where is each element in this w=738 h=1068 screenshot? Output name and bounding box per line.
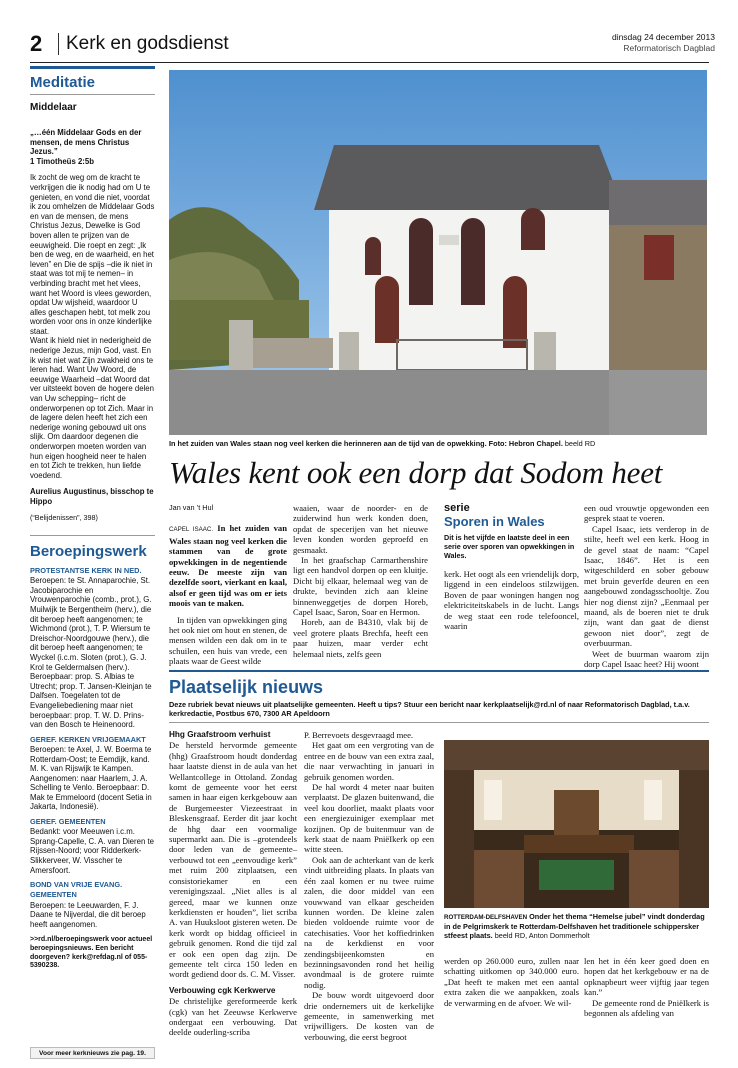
beroeping-group	[30, 880, 155, 929]
main-photo-caption	[169, 439, 709, 448]
meditatie-rule	[30, 94, 155, 95]
meditatie-quote: „…één Middelaar Gods en der mensen, de mens Christus Jezus.”	[30, 128, 142, 157]
beroeping-category: PROTESTANTSE KERK IN NED.	[30, 566, 142, 575]
lokaal-item1-body: De hersteld hervormde gemeente (hhg) Graafstroom houdt donderdag haar laatste dienst in de aula van het Wellantcollege in Ottoland. Zondag komt de gemeente voor het eerst samen in haar eigen kerkgebouw aan de Burgemeester Viezeestraat in Bleskensgraaf. Eerder dit jaar kocht de hhg daar een voormalige supermarkt aan. Die is –grotendeels door leden van de gemeente– verbouwd tot een „eenvoudige kerk” met ruim 200 zitplaatsen, een consistoriekamer en een verenigingszaal. „Niet alles is al gereed, maar we kunnen onze kerkdiensten er houden”, liet scriba A. van Huuksloot gisteren weten. De kerk wordt op biddag officieel in gebruik genomen. Rond die tijd zal er ook een open dag zijn. De gemeente telt circa 150 leden en wordt gediend door ds. C. M. Visser.	[169, 740, 297, 980]
chapel-photo	[169, 70, 707, 435]
lokaal-item2-body: De christelijke gereformeerde kerk (cgk) van het Zeeuwse Kerkwerve ondergaat een verbouwing. Dat deelde ouderling-scriba	[169, 996, 297, 1038]
header-dateline	[612, 32, 715, 54]
meditatie-body-2: Want ik hield niet in nederigheid de nederige Jezus, mijn God, vast. En ik wist niet wat Zijn zwakheid ons te leren had. Want Uw Woord, de eeuwige Waarheid –dat Woord dat ver uitsteekt boven de hogere delen van Uw schepping– richt de onderworpenen op tot Zich. Maar in de lagere delen heeft het zich een nederige woning gebouwd uit ons slijk. Om daardoor degenen die onderworpen moeten worden van hun eigen hoogheid neer te halen en tot Zich te trekken, hun liefde voedend.	[30, 336, 154, 480]
meditatie-quote-ref: 1 Timotheüs 2:5b	[30, 156, 94, 166]
beroeping-text: Bedankt: voor Meeuwen i.c.m. Sprang-Capelle, C. A. van Dieren te Rijssen-Noord; voor Ridderkerk-Slikkerveer, W. Visscher te Amersfoort.	[30, 827, 154, 875]
beroeping-category: GEREF. KERKEN VRIJGEMAAKT	[30, 734, 146, 744]
article-byline: Jan van ’t Hul	[169, 503, 214, 512]
article-col4-a: een oud vrouwtje opgewonden een gesprek staat te voeren.	[584, 503, 709, 524]
lokaal-item1-head: Hhg Graafstroom verhuist	[169, 730, 271, 739]
page-number: 2	[30, 31, 43, 56]
beroepingswerk-section-title: Beroepingswerk	[30, 543, 147, 560]
church-interior-photo	[444, 740, 709, 908]
more-news-box: Voor meer kerknieuws zie pag. 19.	[30, 1047, 155, 1059]
lokaal-intro: Deze rubriek bevat nieuws uit plaatselijke gemeenten. Heeft u tips? Stuur een bericht naar kerkplaatselijk@rd.nl of naar Reformatorisch Dagblad, t.a.v. kerkredactie, Postbus 670, 7300 AR Apeldoorn	[169, 700, 690, 718]
serie-box	[444, 502, 579, 560]
interior-photo-caption-place: ROTTERDAM-DELFSHAVEN	[444, 914, 528, 921]
beroeping-category: GEREF. GEMEENTEN	[30, 817, 106, 827]
beroeping-group	[30, 566, 155, 730]
issue-date: dinsdag 24 december 2013	[611, 32, 715, 42]
lokaal-col4-b: De gemeente rond de PniëIkerk is begonnen als afdeling van	[584, 997, 709, 1019]
meditatie-body: Ik zocht de weg om de kracht te verkrijgen die ik nodig had om U te genieten, en vond die niet, voordat ik zou omhelzen de Middelaar Gods en van de mensen, de mens Christus Jezus, Dewelke is God boven allen te prijzen van de eeuwigheid. Die roept en zegt: „Ik ben de weg, en de waarheid, en het leven” en Die de spijs –die ik niet in staat was tot mij te nemen– in verbinding bracht met het vlees, want het Woord is vlees geworden, opdat Uw wijsheid, waardoor U alles geschapen hebt, tot melk zou worden voor ons in onze kinderlijke staat.	[30, 173, 155, 336]
article-dateline: CAPEL ISAAC.	[169, 526, 214, 534]
meditatie-author: Aurelius Augustinus, bisschop te Hippo	[30, 487, 154, 506]
beroeping-text: Beroepen: te Leeuwarden, F. J. Daane te Nijverdal, die dit beroep heeft aangenomen.	[30, 900, 146, 929]
lokaal-item2-head: Verbouwing cgk Kerkwerve	[169, 985, 276, 995]
beroeping-text: Beroepen: te St. Annaparochie, St. Jacobiparochie en Vrouwenparochie (comb., prot.), G. Muilwijk te Bergentheim (herv.), die dit beroep heeft aangenomen; te Wichmond (prot.), T. P. Wiersum te Dreischor-Noordgouwe (herv.), die dit beroep heeft aangenomen; te Wyckel (i.c.m. Sloten (prot.), G. J. Krol te Geldermalsen (herv.). Beroepbaar: prop. S. Albias te Utrecht; prop. T. Jansen-Kleinjan te Dalfsen. Toegelaten tot de Evangeliebediening maar niet beroepbaar: prop. T. W. D. Prins-van den Bosch te Heinenoord.	[30, 576, 152, 730]
beroeping-group	[30, 817, 155, 875]
lokaal-title: Plaatselijk nieuws	[169, 677, 324, 697]
interior-photo-credit: beeld RD, Anton Dommerholt	[494, 931, 590, 940]
article-lead: In het zuiden van Wales staan nog veel kerken die stammen van de grote opwekkingen in de negentiende eeuw. De meeste zijn van dezelfde soort, vierkant en kaal, alsof er geen tijd was om er iets moois van te maken.	[169, 523, 287, 609]
article-col2-a: waaien, waar de noorder- en de zuiderwind hun werk konden doen, opdat de specerijen van het nieuwe leven konden worden geproefd en gesmaakt.	[293, 503, 428, 555]
meditatie-bar	[30, 66, 155, 69]
beroeping-category: BOND VAN VRIJE EVANG. GEMEENTEN	[30, 880, 123, 900]
article-headline: Wales kent ook een dorp dat Sodom heet	[169, 455, 663, 490]
beroeping-submit-note: >>rd.nl/beroepingswerk voor actueel beroepingsnieuws. Een bericht doorgeven? kerk@refdag.nl of 055-5390238.	[30, 936, 153, 970]
paper-name: Reformatorisch Dagblad	[623, 43, 715, 53]
header-divider	[58, 33, 59, 55]
header-rule	[30, 62, 709, 63]
interior-photo-caption-text: Onder het thema “Hemelse jubel” vindt donderdag in de Pelgrimskerk te Rotterdam-Delfshaven het traditionele schippersker stfeest plaats.	[444, 912, 705, 940]
article-col1: In tijden van opwekkingen ging het ook niet om hout en stenen, de mensen wilden een dak om in te schuilen, een huis van vrede, een plaats waar de Geest wilde	[169, 614, 287, 667]
lokaal-col2-e: De bouw wordt uitgevoerd door drie ondernemers uit de kerkelijke gemeente, in samenwerking met vrijwilligers. De kosten van de verbouwing, die eerst begroot	[304, 990, 434, 1042]
meditatie-title: Middelaar	[30, 102, 77, 113]
serie-name: Sporen in Wales	[444, 514, 545, 529]
article-col3: kerk. Het oogt als een vriendelijk dorp, liggend in een eindeloos stilzwijgen. Boven de paar woningen hangen nog elektriciteitskabels in de lucht. Langs de weg staat een rode telefooncel, waarin	[444, 569, 579, 632]
lokaal-col2-c: De hal wordt 4 meter naar buiten verplaatst. De glazen buitenwand, die veel kou doorliet, maakt plaats voor een energiezuiniger exemplaar met kozijnen. Op de buitenmuur van de kerk staat de naam PniëIkerk op een witte steen.	[304, 782, 434, 855]
lokaal-rule	[169, 670, 709, 672]
lokaal-col2-b: Het gaat om een vergroting van de entree en de bouw van een extra zaal, die naar verwachting in januari in gebruik genomen worden.	[304, 740, 434, 782]
article-col4-b: Capel Isaac, iets verderop in de stilte, heeft wel een kerk. Hoog in de gevel staat de naam: “Capel Isaac, 1846”. Het is een witgeschilderd en sober gebouw met bruin geverfde deuren en een aangebouwd zondagsschooltje. Zou hier nog dienst zijn? „Eenmaal per maand, als de boeren niet te druk zijn, want dan gaat de dienst gewoon niet door”, zegt de overbuurman.	[584, 523, 709, 649]
serie-text: Dit is het vijfde en laatste deel in een serie over sporen van opwekkingen in Wales.	[444, 533, 575, 560]
beroeping-group	[30, 735, 155, 812]
meditatie-section-title: Meditatie	[30, 74, 96, 91]
lokaal-col2-a: P. Berrevoets desgevraagd mee.	[304, 730, 414, 740]
article-col2-c: Horeb, aan de B4310, vlak bij de veel grotere plaats Brechfa, heeft een paar huizen, maar verder echt helemaal niets, zelfs geen	[293, 617, 428, 659]
interior-photo-caption	[444, 912, 709, 940]
article-col4-c: Weet de buurman waarom zijn dorp Capel Isaac heet? Hij woont	[584, 648, 709, 670]
lokaal-col3: werden op 260.000 euro, zullen naar schatting uitkomen op 340.000 euro. „Dat heeft te maken met een aantal extra zaken die we aanpakken, zoals de verwarming en de afvoer. We wil-	[444, 956, 579, 1008]
lokaal-col4-a: len het in één keer goed doen en hopen dat het kerkgebouw er na de opknapbeurt weer vijftig jaar tegen kan.”	[584, 956, 709, 998]
section-title: Kerk en godsdienst	[66, 33, 229, 54]
lokaal-intro-rule	[169, 722, 709, 723]
main-photo-caption-text: In het zuiden van Wales staan nog veel kerken die herinneren aan de tijd van de opwekking. Foto: Hebron Chapel.	[169, 439, 563, 448]
beroeping-rule-top	[30, 535, 155, 536]
serie-label: serie	[444, 502, 470, 514]
meditatie-source: (“Belijdenissen”, 398)	[30, 512, 98, 522]
lokaal-col2-d: Ook aan de achterkant van de kerk vindt uitbreiding plaats. In plaats van één zaal komen er nu twee ruime zalen, die door middel van een vouwwand van elkaar gescheiden kunnen worden. De kleine zalen bieden voldoende ruimte voor de catechisaties. Voor het koffiedrinken na de kerkdienst en voor zendingsbijeenkomsten en bezinningsavonden rond het heilig avondmaal is de grotere ruimte nodig.	[304, 854, 434, 990]
article-col2-b: In het graafschap Carmarthenshire ligt een handvol dorpen op een kluitje. Dicht bij elkaar, helemaal weg van de drukte, bevinden zich aan kleine binnenweggetjes de dorpen Horeb, Capel Isaac, Saron, Soar en Hermon.	[293, 555, 428, 618]
main-photo-credit: beeld RD	[564, 439, 596, 448]
beroeping-text: Beroepen: te Axel, J. W. Boerma te Rotterdam-Oost; te Eemdijk, kand. M. K. van Rijswijk te Kampen. Aangenomen: naar Haarlem, J. A. Schelling te Venlo. Beroepbaar: D. Mak te Emmeloord (docent Setia in Jakarta, Indonesië).	[30, 744, 152, 812]
